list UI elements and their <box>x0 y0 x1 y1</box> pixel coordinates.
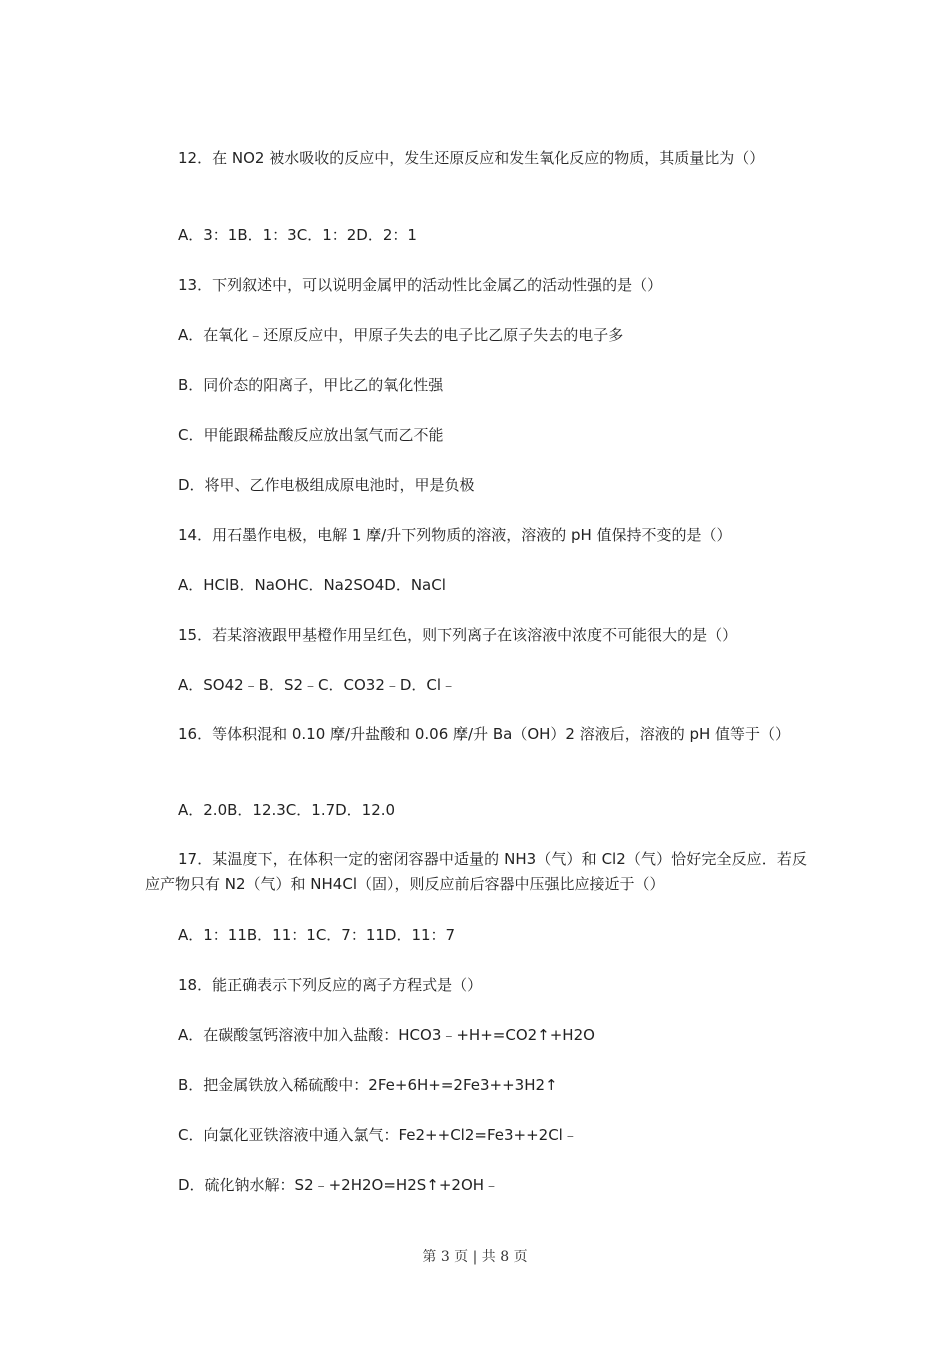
question-18-option-b: B．把金属铁放入稀硫酸中：2Fe+6H+=2Fe3++3H2↑ <box>178 1076 558 1094</box>
question-17-stem: 17．某温度下，在体积一定的密闭容器中适量的 NH3（气）和 Cl2（气）恰好完全反应．若反应产物只有 N2（气）和 NH4Cl（固），则反应前后容器中压强比应接近于（） <box>145 850 807 893</box>
question-17-options: A．1：11B．11：1C．7：11D．11：7 <box>178 926 456 944</box>
question-16-stem: 16．等体积混和 0.10 摩/升盐酸和 0.06 摩/升 Ba（OH）2 溶液后，溶液的 pH 值等于（） <box>178 725 791 743</box>
question-14-stem: 14．用石墨作电极，电解 1 摩/升下列物质的溶液，溶液的 pH 值保持不变的是（） <box>178 526 732 544</box>
page-footer: 第 3 页 | 共 8 页 <box>422 1249 528 1265</box>
question-18-option-c: C．向氯化亚铁溶液中通入氯气：Fe2++Cl2=Fe3++2Cl﹣ <box>178 1126 578 1144</box>
question-15-options: A．SO42﹣B．S2﹣C．CO32﹣D．Cl﹣ <box>178 676 457 694</box>
question-13-stem: 13．下列叙述中，可以说明金属甲的活动性比金属乙的活动性强的是（） <box>178 276 663 294</box>
question-13-option-d: D．将甲、乙作电极组成原电池时，甲是负极 <box>178 476 475 494</box>
question-16-options: A．2.0B．12.3C．1.7D．12.0 <box>178 801 396 819</box>
question-18-stem: 18．能正确表示下列反应的离子方程式是（） <box>178 976 483 994</box>
question-18-option-d: D．硫化钠水解：S2﹣+2H2O=H2S↑+2OH﹣ <box>178 1176 500 1194</box>
question-18-option-a: A．在碳酸氢钙溶液中加入盐酸：HCO3﹣+H+=CO2↑+H2O <box>178 1026 595 1044</box>
question-12-stem: 12．在 NO2 被水吸收的反应中，发生还原反应和发生氧化反应的物质，其质量比为（） <box>178 149 765 167</box>
question-13-option-b: B．同价态的阳离子，甲比乙的氧化性强 <box>178 376 444 394</box>
question-13-option-a: A．在氧化﹣还原反应中，甲原子失去的电子比乙原子失去的电子多 <box>178 326 624 344</box>
question-13-option-c: C．甲能跟稀盐酸反应放出氢气而乙不能 <box>178 426 444 444</box>
question-15-stem: 15．若某溶液跟甲基橙作用呈红色，则下列离子在该溶液中浓度不可能很大的是（） <box>178 626 738 644</box>
question-12-options: A．3：1B．1：3C．1：2D．2：1 <box>178 226 417 244</box>
question-14-options: A．HClB．NaOHC．Na2SO4D．NaCl <box>178 576 446 594</box>
